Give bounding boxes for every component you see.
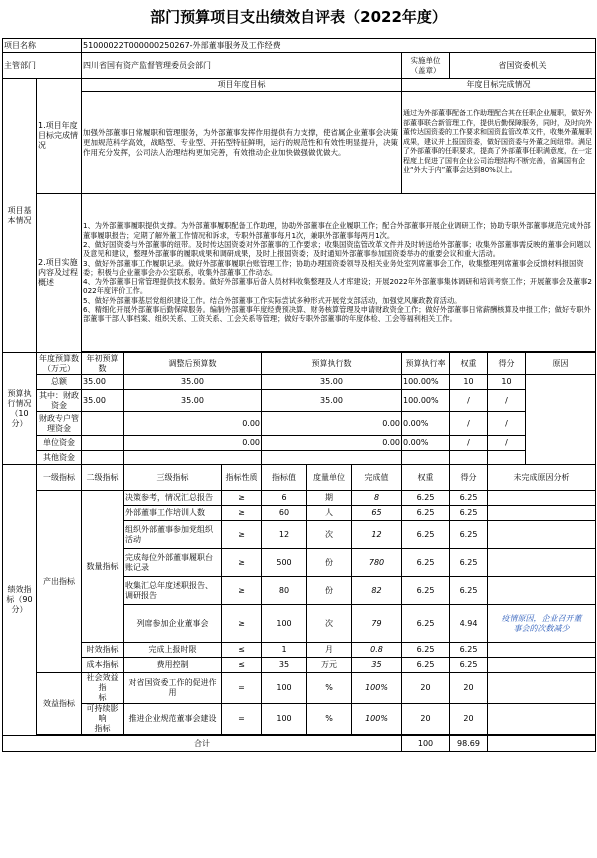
- indicator-nature: =: [222, 673, 262, 704]
- indicator-value: 12: [262, 521, 307, 549]
- indicator-score: 6.25: [450, 491, 488, 506]
- budget-section-label: 预算执 行情况 （10 分）: [3, 353, 37, 465]
- perf-h3: 三级指标: [124, 465, 222, 491]
- indicator-reason: [488, 673, 596, 704]
- goal-done-text: 通过为外部董事配备工作助理配合其在任职企业履职，做好外部董事联合新管理工作，提供后勤保障服务，同时，及时向外董传达国资委的工作要求和国资监管改革文件，收集外董履职成果，建议并上报国资委，做好国资委与外董之间纽带。满足了外部董事的任职要求，提高了外部董事任职满意度，在一定程度上促进了国有企业公司治理结构不断完善，省属国有企业“外大于内”董事会达到80%以上。: [402, 92, 596, 194]
- indicator-unit: %: [307, 673, 352, 704]
- indicator-name: 决策参考，情况汇总报告: [124, 491, 222, 506]
- indicator-weight: 20: [402, 673, 450, 704]
- perf-h-value: 指标值: [262, 465, 307, 491]
- indicator-done: 0.8: [352, 643, 402, 658]
- indicator-name: 外部董事工作培训人数: [124, 506, 222, 521]
- indicator-done: 12: [352, 521, 402, 549]
- budget-row-label: 单位资金: [37, 436, 82, 451]
- indicator-reason: [488, 521, 596, 549]
- indicator-name: 组织外部董事参加党组织 活动: [124, 521, 222, 549]
- budget-initial: 35.00: [82, 375, 124, 390]
- indicator-nature: ≤: [222, 643, 262, 658]
- budget-weight: 10: [450, 375, 488, 390]
- budget-row-label: 总额: [37, 375, 82, 390]
- perf-section-label: 绩效指 标（90 分）: [3, 465, 37, 736]
- col-reason: 原因: [526, 353, 596, 375]
- indicator-nature: ≤: [222, 658, 262, 673]
- indicator-reason: [488, 506, 596, 521]
- indicator-weight: 6.25: [402, 605, 450, 643]
- budget-score: [488, 451, 526, 465]
- col-score: 得分: [488, 353, 526, 375]
- budget-score: /: [488, 390, 526, 412]
- indicator-name: 收集汇总年度述职报告、 调研报告: [124, 577, 222, 605]
- cost-indicator-label: 成本指标: [82, 658, 124, 673]
- indicator-weight: 6.25: [402, 577, 450, 605]
- budget-reason: [526, 375, 596, 465]
- indicator-weight: 6.25: [402, 658, 450, 673]
- indicator-name: 列席参加企业董事会: [124, 605, 222, 643]
- budget-score: 10: [488, 375, 526, 390]
- col-executed: 预算执行数: [262, 353, 402, 375]
- indicator-done: 100%: [352, 673, 402, 704]
- col-rate: 预算执行率: [402, 353, 450, 375]
- budget-adjusted: [124, 451, 262, 465]
- impl-row-label: 2.项目实施 内容及过程 概述: [37, 194, 82, 353]
- indicator-value: 35: [262, 658, 307, 673]
- indicator-value: 80: [262, 577, 307, 605]
- budget-weight: /: [450, 390, 488, 412]
- col-adjusted: 调整后预算数: [124, 353, 262, 375]
- indicator-nature: ≥: [222, 506, 262, 521]
- indicator-score: 20: [450, 673, 488, 704]
- budget-row-label: 其他资金: [37, 451, 82, 465]
- budget-score: /: [488, 412, 526, 436]
- impl-unit: 省国资委机关: [450, 53, 596, 79]
- indicator-nature: =: [222, 704, 262, 735]
- indicator-nature: ≥: [222, 521, 262, 549]
- budget-row-label: 财政专户管 理资金: [37, 412, 82, 436]
- indicator-score: 6.25: [450, 577, 488, 605]
- indicator-unit: 次: [307, 605, 352, 643]
- indicator-score: 6.25: [450, 549, 488, 577]
- budget-row-label: 其中：财政 资金: [37, 390, 82, 412]
- budget-amount-label: 年度预算数 （万元）: [37, 353, 82, 375]
- time-indicator-label: 时效指标: [82, 643, 124, 658]
- basic-info-label: 项目基 本情况: [3, 79, 37, 353]
- budget-adjusted: 35.00: [124, 375, 262, 390]
- budget-weight: /: [450, 412, 488, 436]
- budget-executed: 35.00: [262, 390, 402, 412]
- indicator-reason: [488, 643, 596, 658]
- indicator-weight: 6.25: [402, 506, 450, 521]
- budget-initial: 35.00: [82, 390, 124, 412]
- col-weight: 权重: [450, 353, 488, 375]
- effect-indicator-label: 效益指标: [37, 673, 82, 735]
- sustain-indicator-label: 可持续影响 指标: [82, 704, 124, 735]
- perf-h-reason: 未完成原因分析: [488, 465, 596, 491]
- budget-initial: [82, 451, 124, 465]
- indicator-name: 完成上报时限: [124, 643, 222, 658]
- dept-label: 主管部门: [3, 53, 82, 79]
- indicator-weight: 6.25: [402, 549, 450, 577]
- project-name-label: 项目名称: [3, 39, 82, 53]
- perf-h2: 二级指标: [82, 465, 124, 491]
- perf-h-unit: 度量单位: [307, 465, 352, 491]
- page-title: 部门预算项目支出绩效自评表（2022年度）: [150, 8, 447, 26]
- budget-initial: [82, 412, 124, 436]
- indicator-value: 6: [262, 491, 307, 506]
- indicator-name: 费用控制: [124, 658, 222, 673]
- indicator-score: 4.94: [450, 605, 488, 643]
- indicator-nature: ≥: [222, 491, 262, 506]
- indicator-nature: ≥: [222, 577, 262, 605]
- budget-rate: [402, 451, 450, 465]
- indicator-unit: 期: [307, 491, 352, 506]
- budget-rate: 100.00%: [402, 375, 450, 390]
- indicator-score: 6.25: [450, 521, 488, 549]
- indicator-unit: 次: [307, 521, 352, 549]
- indicator-reason: 疫情原因，企业召开董 事会的次数减少: [488, 605, 596, 643]
- budget-initial: [82, 436, 124, 451]
- budget-executed: 0.00: [262, 436, 402, 451]
- indicator-done: 82: [352, 577, 402, 605]
- budget-rate: 0.00%: [402, 436, 450, 451]
- impl-unit-label: 实施单位 （盖章）: [402, 53, 450, 79]
- budget-executed: 35.00: [262, 375, 402, 390]
- indicator-unit: 份: [307, 549, 352, 577]
- goal-text: 加强外部董事日常履职和管理服务，为外部董事发挥作用提供有力支撑，使省属企业董事会决策更加规范科学高效，战略型、专业型、开拓型特征鲜明，运行的规范性和有效性明显提升，决策作用充分发挥，公司法人治理结构更加完善，有效推动企业加快做强做优做大。: [82, 92, 402, 194]
- indicator-score: 6.25: [450, 658, 488, 673]
- indicator-reason: [488, 704, 596, 735]
- budget-executed: [262, 451, 402, 465]
- goal-row-label: 1.项目年度 目标完成情 况: [37, 79, 82, 194]
- perf-h-nature: 指标性质: [222, 465, 262, 491]
- indicator-done: 65: [352, 506, 402, 521]
- year-goal-header: 项目年度目标: [82, 79, 402, 92]
- indicator-value: 100: [262, 673, 307, 704]
- performance-table: [2, 38, 596, 752]
- indicator-score: 6.25: [450, 506, 488, 521]
- indicator-score: 6.25: [450, 643, 488, 658]
- indicator-reason: [488, 549, 596, 577]
- indicator-unit: 万元: [307, 658, 352, 673]
- col-initial: 年初预算数: [82, 353, 124, 375]
- indicator-nature: ≥: [222, 549, 262, 577]
- indicator-weight: 20: [402, 704, 450, 735]
- dept: 四川省国有资产监督管理委员会部门: [82, 53, 402, 79]
- indicator-done: 79: [352, 605, 402, 643]
- indicator-done: 100%: [352, 704, 402, 735]
- indicator-reason: [488, 491, 596, 506]
- perf-h-weight: 权重: [402, 465, 450, 491]
- impl-text: 1、为外部董事履职提供支撑。为外部董事履职配备工作助理，协助外部董事在企业履职工作；配合外部董事开展企业调研工作；协助专职外部董事规范完成外部董事履职报告；定期了解外董工作情况和诉求，专职外部董事每月1次，兼职外部董事每两月1次。 2、做好国资委与外部董事的纽带。及时传达国资委对外部董事的工作要求；收集国资监管改革文件并及时转送给外部董事；收集外部董事需反映的董事会问题以及意见和建议，整理外部董事的履职成果和调研成果，及时上报国资委；及时通知外部董事参加国资委举办的重要会议和重大活动。 3、做好外部董事工作履职记录。做好外部董事履职台账管理工作；协助办理国资委领导及相关业务处室列席董事会工作，收集整理列席董事会反馈材料报国资委；积极与企业董事会办公室联系，收集外部董事工作动态。 4、为外部董事日常管理提供技术服务。做好外部董事后备人员材料收集整理及人才库建设；开展2022年外部董事集体调研和培训考察工作；开展董事会及董事2022年度评价工作。 5、做好外部董事基层党组织建设工作。结合外部董事工作实际尝试多种形式开展党支部活动，加强党风廉政教育活动。 6、精细化开展外部董事后勤保障服务。编制外部董事年度经费预决算、财务核算管理及申请财政资金工作；做好外部董事日常薪酬核算及申报工作；做好专职外部董事干部人事档案、组织关系、工资关系、工会关系等管理；做好专职外部董事的年度体检、工会等福利相关工作。: [82, 194, 596, 352]
- budget-score: /: [488, 436, 526, 451]
- indicator-reason: [488, 658, 596, 673]
- indicator-value: 1: [262, 643, 307, 658]
- budget-rate: 0.00%: [402, 412, 450, 436]
- perf-h1: 一级指标: [37, 465, 82, 491]
- indicator-unit: 份: [307, 577, 352, 605]
- total-label: 合计: [3, 736, 402, 752]
- indicator-done: 780: [352, 549, 402, 577]
- total-score: 98.69: [450, 736, 488, 752]
- output-indicator-label: 产出指标: [37, 491, 82, 673]
- indicator-score: 20: [450, 704, 488, 735]
- indicator-value: 100: [262, 605, 307, 643]
- indicator-done: 35: [352, 658, 402, 673]
- perf-h-score: 得分: [450, 465, 488, 491]
- budget-adjusted: 35.00: [124, 390, 262, 412]
- total-weight: 100: [402, 736, 450, 752]
- budget-weight: [450, 451, 488, 465]
- budget-executed: 0.00: [262, 412, 402, 436]
- indicator-weight: 6.25: [402, 643, 450, 658]
- budget-rate: 100.00%: [402, 390, 450, 412]
- indicator-value: 500: [262, 549, 307, 577]
- social-indicator-label: 社会效益指 标: [82, 673, 124, 704]
- indicator-unit: 月: [307, 643, 352, 658]
- year-done-header: 年度目标完成情况: [402, 79, 596, 92]
- indicator-value: 100: [262, 704, 307, 735]
- indicator-unit: 人: [307, 506, 352, 521]
- indicator-name: 完成每位外部董事履职台 账记录: [124, 549, 222, 577]
- project-name: 51000022T000000250267-外部董事服务及工作经费: [82, 39, 596, 53]
- total-reason: [488, 736, 596, 752]
- indicator-name: 推进企业规范董事会建设: [124, 704, 222, 735]
- indicator-unit: %: [307, 704, 352, 735]
- indicator-name: 对省国资委工作的促进作 用: [124, 673, 222, 704]
- indicator-done: 8: [352, 491, 402, 506]
- indicator-weight: 6.25: [402, 521, 450, 549]
- indicator-weight: 6.25: [402, 491, 450, 506]
- budget-adjusted: 0.00: [124, 436, 262, 451]
- indicator-nature: ≥: [222, 605, 262, 643]
- indicator-reason: [488, 577, 596, 605]
- indicator-value: 60: [262, 506, 307, 521]
- perf-h-done: 完成值: [352, 465, 402, 491]
- budget-weight: /: [450, 436, 488, 451]
- quantity-indicator-label: 数量指标: [82, 491, 124, 643]
- budget-adjusted: 0.00: [124, 412, 262, 436]
